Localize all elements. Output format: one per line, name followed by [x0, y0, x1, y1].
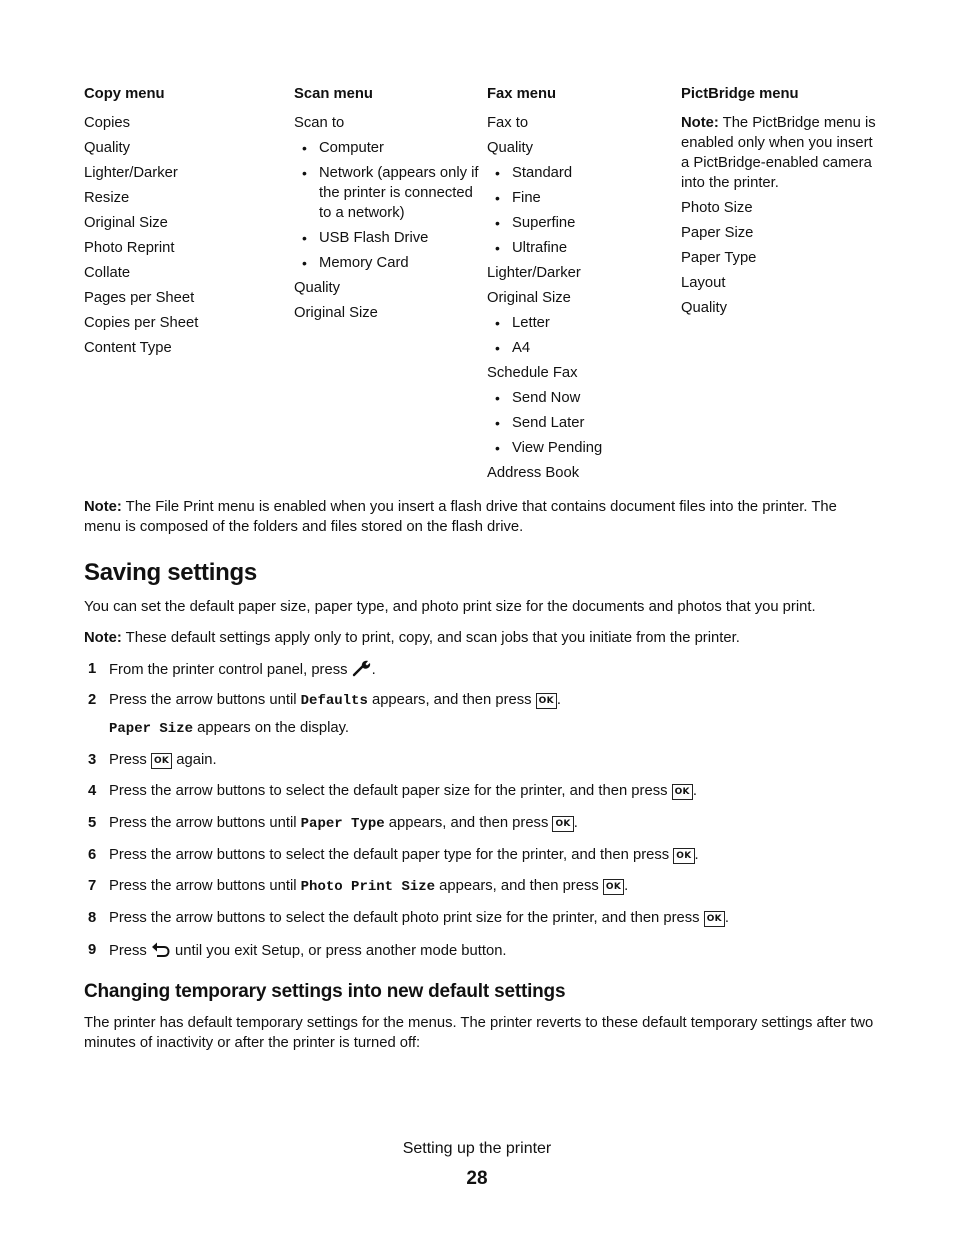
step-number: 7: [88, 878, 97, 894]
list-item: Scan to: [294, 115, 345, 131]
step-text: .: [573, 815, 578, 831]
display-text: Paper Type: [300, 816, 385, 832]
step-text: .: [694, 847, 699, 863]
list-item: Copies: [84, 115, 131, 131]
step-text: Press the arrow buttons until: [109, 815, 301, 831]
list-item: Lighter/Darker: [487, 265, 581, 281]
bullet-item: • Superfine: [487, 213, 672, 233]
footer-section-title: Setting up the printer: [402, 1140, 552, 1157]
list-item: Photo Reprint: [84, 240, 175, 256]
saving-intro: You can set the default paper size, paper type, and photo print size for the documents and photos that you print.: [84, 599, 816, 615]
pictbridge-menu-heading: PictBridge menu: [681, 86, 799, 102]
copy-menu-column: [84, 84, 284, 363]
bullet-item: • A4: [487, 338, 672, 358]
ok-button-icon: OK: [704, 911, 725, 927]
list-item: Original Size: [487, 290, 571, 306]
step-text: Press: [109, 943, 151, 959]
step-number: 8: [88, 910, 97, 926]
bullet-item: • Send Later: [487, 413, 672, 433]
step-text: .: [692, 783, 697, 799]
bullet-item: • Memory Card: [294, 253, 479, 273]
step-number: 2: [88, 692, 97, 708]
step-text: again.: [172, 752, 217, 768]
list-item: Content Type: [84, 340, 172, 356]
step-text: appears, and then press: [367, 692, 536, 708]
step-text: until you exit Setup, or press another mode button.: [170, 943, 507, 959]
changing-settings-text: The printer has default temporary settings for the menus. The printer reverts to these default temporary settings after two minutes of inactivity or after the printer is turned off:: [84, 1015, 874, 1051]
list-item: Copies per Sheet: [84, 315, 199, 331]
list-item: Layout: [681, 275, 726, 291]
bullet-item: • Standard: [487, 163, 672, 183]
bullet-item: • Ultrafine: [487, 238, 672, 258]
list-item: Quality: [294, 280, 341, 296]
list-item: Resize: [84, 190, 130, 206]
bullet-item: • Computer: [294, 138, 479, 158]
ok-button-icon: OK: [673, 848, 694, 864]
ok-button-icon: OK: [536, 693, 557, 709]
list-item: Quality: [681, 300, 728, 316]
list-item: Original Size: [84, 215, 168, 231]
display-text: Paper Size: [109, 721, 194, 737]
list-item: Original Size: [294, 305, 378, 321]
bullet-item: • Fine: [487, 188, 672, 208]
ok-button-icon: OK: [603, 879, 624, 895]
note-text: These default settings apply only to print, copy, and scan jobs that you initiate from the printer.: [121, 630, 740, 646]
step-number: 9: [88, 942, 97, 958]
menu-columns: [84, 84, 874, 494]
note-label: Note:: [681, 115, 719, 131]
step-number: 6: [88, 847, 97, 863]
ok-button-icon: OK: [552, 816, 573, 832]
step-text: Press: [109, 752, 151, 768]
step-text: .: [624, 878, 629, 894]
step-number: 1: [88, 661, 97, 677]
bullet-item: • View Pending: [487, 438, 672, 458]
list-item: Collate: [84, 265, 131, 281]
step-text: From the printer control panel, press: [109, 662, 352, 678]
pictbridge-menu-column: [681, 84, 876, 323]
step-text: Press the arrow buttons to select the default photo print size for the printer, and then press: [109, 910, 704, 926]
file-print-note: [84, 497, 874, 537]
step-text: .: [371, 662, 376, 678]
back-arrow-icon: [151, 940, 171, 964]
note-text: The File Print menu is enabled when you insert a flash drive that contains document files into the printer. The menu is composed of the folders and files stored on the flash drive.: [84, 499, 837, 535]
fax-menu-heading: Fax menu: [487, 86, 557, 102]
bullet-item: • USB Flash Drive: [294, 228, 479, 248]
note-label: Note:: [84, 630, 122, 646]
step-text: Press the arrow buttons until: [109, 878, 301, 894]
display-text: Defaults: [300, 693, 368, 709]
list-item: Photo Size: [681, 200, 753, 216]
list-item: Lighter/Darker: [84, 165, 178, 181]
fax-menu-column: [487, 84, 672, 488]
scan-menu-column: [294, 84, 479, 328]
step-2-result: [109, 718, 809, 739]
changing-settings-heading: Changing temporary settings into new default settings: [84, 981, 566, 1002]
step-text: Press the arrow buttons to select the default paper type for the printer, and then press: [109, 847, 674, 863]
step-text: appears, and then press: [435, 878, 603, 894]
list-item: Quality: [487, 140, 534, 156]
list-item: Paper Size: [681, 225, 754, 241]
saving-settings-heading: Saving settings: [84, 559, 257, 586]
note-label: Note:: [84, 499, 122, 515]
step-text: appears on the display.: [193, 720, 350, 736]
bullet-item: • Send Now: [487, 388, 672, 408]
step-number: 5: [88, 815, 97, 831]
bullet-item: • Letter: [487, 313, 672, 333]
copy-menu-heading: Copy menu: [84, 86, 165, 102]
ok-button-icon: OK: [151, 753, 172, 769]
scan-menu-heading: Scan menu: [294, 86, 373, 102]
ok-button-icon: OK: [672, 784, 693, 800]
step-number: 3: [88, 752, 97, 768]
step-text: .: [556, 692, 562, 708]
list-item: Pages per Sheet: [84, 290, 195, 306]
step-text: Press the arrow buttons to select the default paper size for the printer, and then press: [109, 783, 672, 799]
list-item: Paper Type: [681, 250, 757, 266]
step-text: appears, and then press: [384, 815, 553, 831]
step-text: .: [724, 910, 730, 926]
saving-note: [84, 628, 874, 648]
list-item: Quality: [84, 140, 131, 156]
step-number: 4: [88, 783, 97, 799]
display-text: Photo Print Size: [300, 879, 436, 895]
pictbridge-note: [681, 113, 876, 193]
page-number: 28: [466, 1168, 488, 1189]
bullet-item: • Network (appears only if the printer is connected to a network): [294, 163, 479, 223]
wrench-icon: [352, 659, 372, 683]
list-item: Fax to: [487, 115, 529, 131]
step-text: Press the arrow buttons until: [109, 692, 301, 708]
list-item: Address Book: [487, 465, 580, 481]
list-item: Schedule Fax: [487, 365, 578, 381]
note-text: The PictBridge menu is enabled only when you insert a PictBridge-enabled camera into the printer.: [681, 115, 876, 191]
